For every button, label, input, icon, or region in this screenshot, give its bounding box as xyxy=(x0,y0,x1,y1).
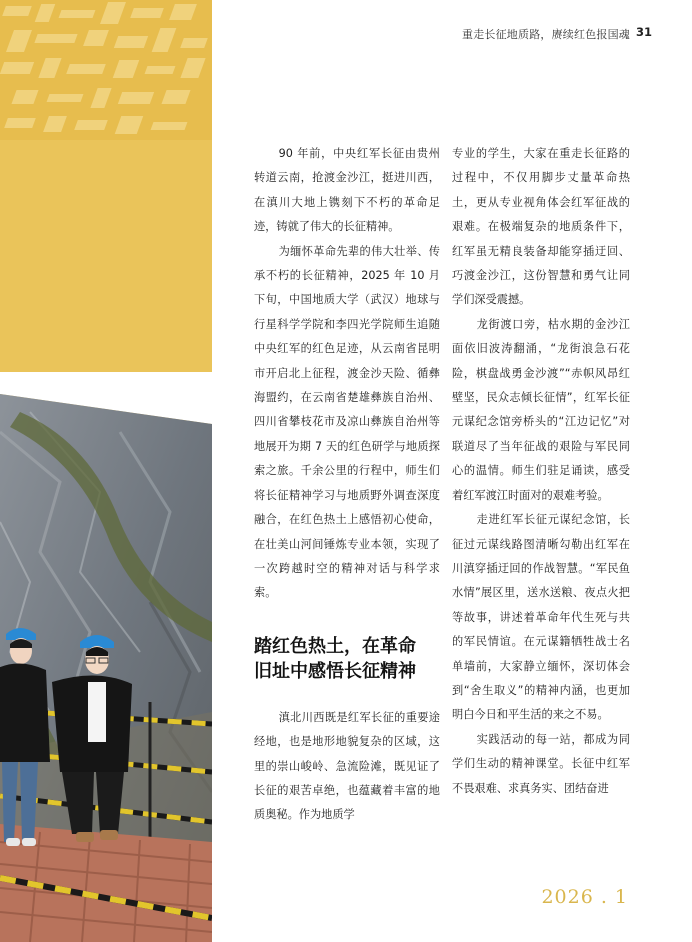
section-heading xyxy=(254,634,440,684)
running-header-title: 重走长征地质路，赓续红色报国魂 xyxy=(462,28,630,41)
article-column-left xyxy=(254,142,440,828)
article-column-right xyxy=(452,142,630,801)
body-paragraph: 滇北川西既是红军长征的重要途经地，也是地形地貌复杂的区域，这里的崇山峻岭、急流险滩，既见证了长征的艰苦卓绝，也蕴藏着丰富的地质奥秘。作为地质学 xyxy=(254,710,440,822)
body-paragraph: 为缅怀革命先辈的伟大壮举、传承不朽的长征精神，2025 年 10 月下旬，中国地质大学（武汉）地球与行星科学学院和李四光学院师生追随中央红军的红色足迹，从云南省昆明市开启北上征程，渡金沙天险、循彝海盟约，在云南省楚雄彝族自治州、四川省攀枝花市及凉山彝族自治州等地展开为期 7 天的红色研学与地质探索之旅。千余公里的行程中，师生们将长征精神学习与地质野外调查深度融合，在红色热土上感悟初心使命，在壮美山河间锤炼专业本领，实现了一次跨越时空的精神对话与科学求索。 xyxy=(254,244,440,600)
body-paragraph: 实践活动的每一站，都成为同学们生动的精神课堂。长征中红军不畏艰难、求真务实、团结奋进 xyxy=(452,732,630,795)
body-paragraph-continuation: 专业的学生，大家在重走长征路的过程中，不仅用脚步丈量革命热土，更从专业视角体会红军征战的艰难。在极端复杂的地质条件下，红军虽无精良装备却能穿插迂回、巧渡金沙江，这份智慧和勇气让同学们深受震撼。 xyxy=(452,147,630,307)
page-number: 31 xyxy=(635,25,652,39)
issue-date: 2026 . 1 xyxy=(541,886,628,908)
body-paragraph: 90 年前，中央红军长征由贵州转道云南，抢渡金沙江，挺进川西，在滇川大地上镌刻下不朽的革命足迹，铸就了伟大的长征精神。 xyxy=(254,147,440,234)
section-heading-line: 旧址中感悟长征精神 xyxy=(254,660,416,682)
section-heading-line: 踏红色热土，在革命 xyxy=(254,635,416,657)
decorative-city-map-pattern xyxy=(0,0,212,140)
body-paragraph: 走进红军长征元谋纪念馆，长征过元谋线路图清晰勾勒出红军在川滇穿插迂回的作战智慧。“军民鱼水情”展区里，送水送粮、夜点火把等故事，讲述着革命年代生死与共的军民情谊。在元谋籍牺牲战士名单墙前，大家静立缅怀，深切体会到“舍生取义”的精神内涵，也更加明白今日和平生活的来之不易。 xyxy=(452,513,630,722)
field-trip-photo xyxy=(0,372,212,942)
body-paragraph: 龙街渡口旁，枯水期的金沙江面依旧波涛翻涌，“龙街浪急石花险，棋盘战勇金沙渡”“赤帜风昂红壁坚，民众志倾长征情”，红军长征元谋纪念馆旁桥头的“江边记忆”对联道尽了当年征战的艰险与军民同心的温情。师生们驻足诵读，感受着红军渡江时面对的艰难考验。 xyxy=(452,317,630,502)
